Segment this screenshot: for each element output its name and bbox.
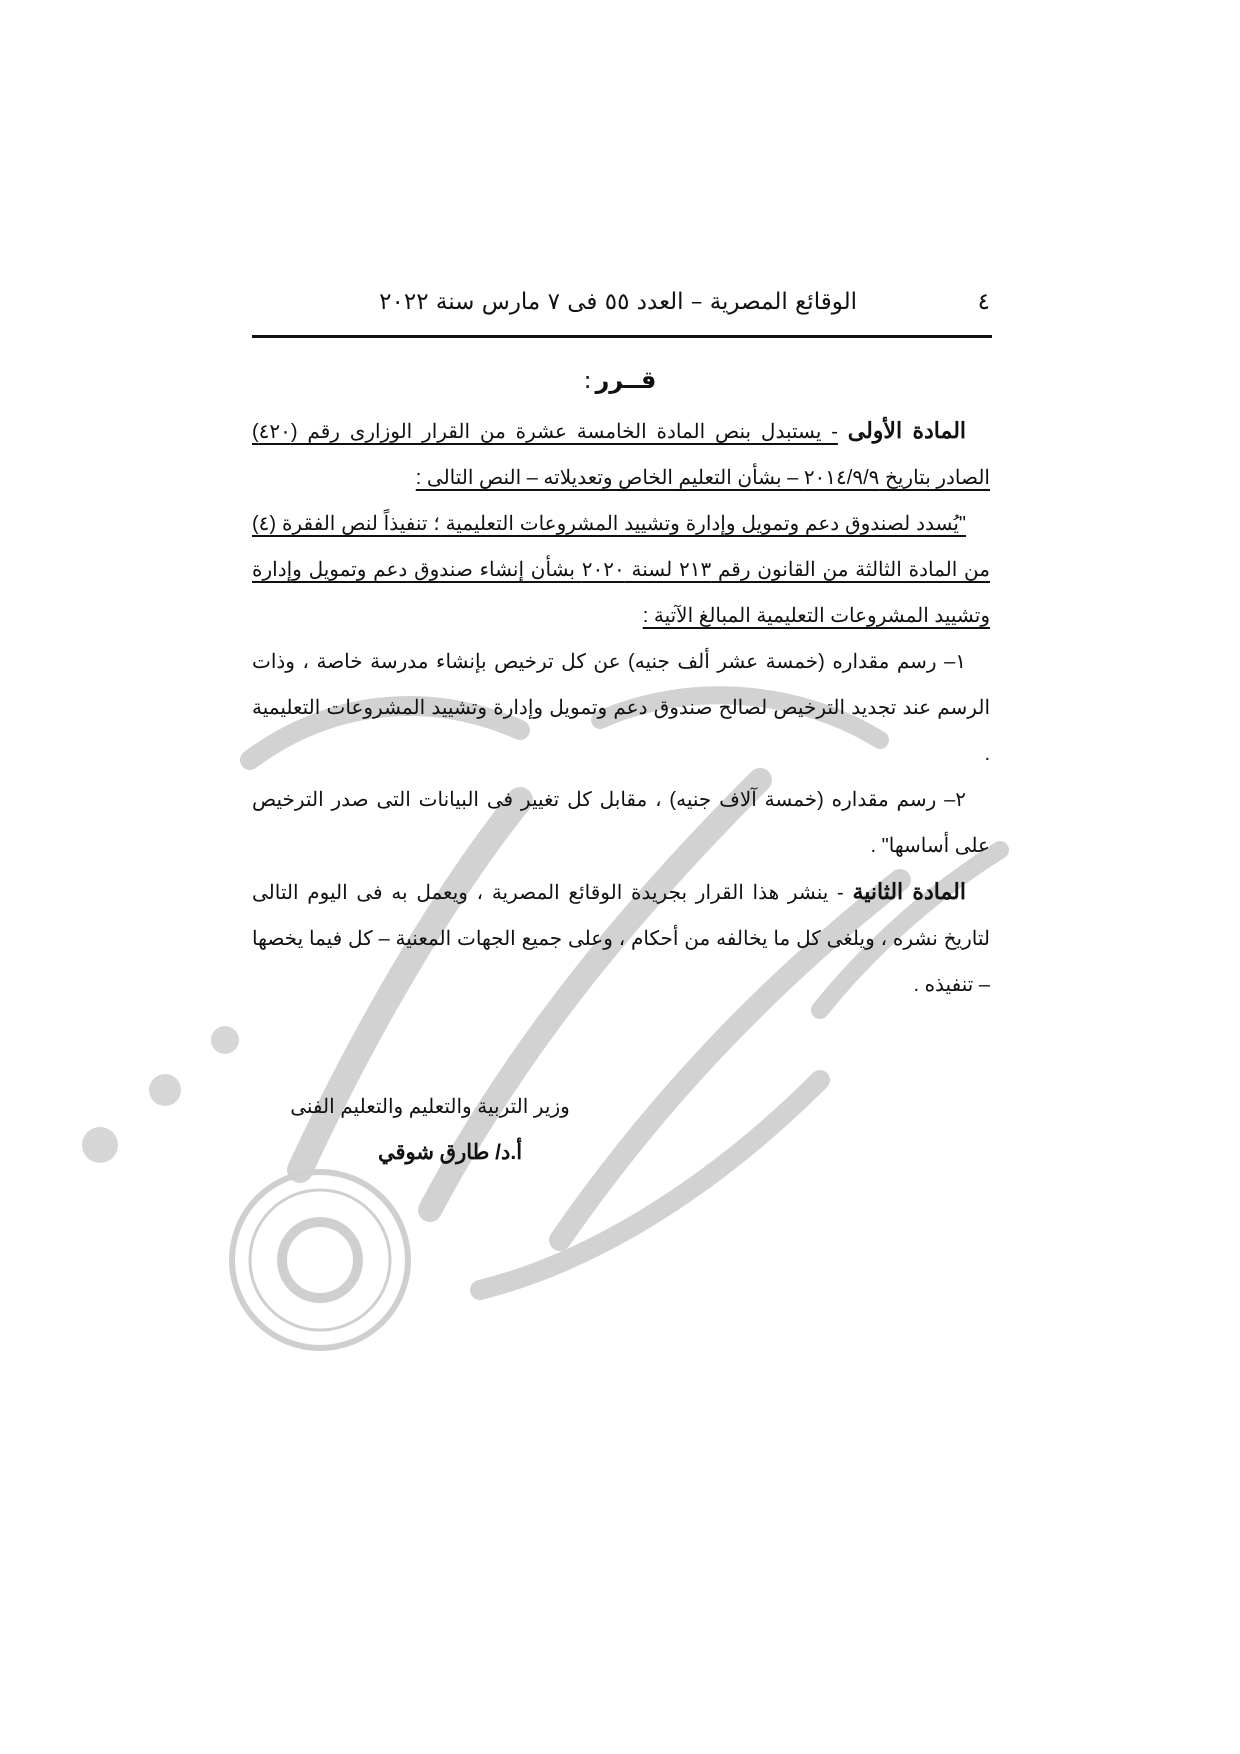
article-one-paragraph xyxy=(252,408,990,501)
minister-title: وزير التربية والتعليم والتعليم الفنى xyxy=(290,1096,570,1118)
gazette-header xyxy=(252,285,992,338)
article-one-label: المادة الأولى xyxy=(847,418,967,443)
article-one-quote xyxy=(252,501,990,639)
article-one-intro: - يستبدل بنص المادة الخامسة عشرة من القرار الوزارى رقم (٤٢٠) الصادر بتاريخ ٢٠١٤/٩/٩ – بشأن التعليم الخاص وتعديلاته – النص التالى : xyxy=(252,421,990,489)
decision-title-word: قــرر xyxy=(595,366,657,394)
article-one-quote-text: "يُسدد لصندوق دعم وتمويل وإدارة وتشييد المشروعات التعليمية ؛ تنفيذاً لنص الفقرة (٤) من المادة الثالثة من القانون رقم ٢١٣ لسنة ٢٠٢٠ بشأن إنشاء صندوق دعم وتمويل وإدارة وتشييد المشروعات التعليمية المبالغ الآتية : xyxy=(252,513,990,627)
minister-name: أ.د/ طارق شوقي xyxy=(377,1141,523,1164)
fee-clause-1: ١– رسم مقداره (خمسة عشر ألف جنيه) عن كل ترخيص بإنشاء مدرسة خاصة ، وذات الرسم عند تجديد الترخيص لصالح صندوق دعم وتمويل وإدارة وتشييد المشروعات التعليمية . xyxy=(252,651,990,765)
article-two-text: - ينشر هذا القرار بجريدة الوقائع المصرية ، ويعمل به فى اليوم التالى لتاريخ نشره ، ويلغى كل ما يخالفه من أحكام ، وعلى جميع الجهات المعنية – كل فيما يخصها – تنفيذه . xyxy=(252,882,990,996)
signature-block xyxy=(250,1088,610,1172)
decision-title-colon: : xyxy=(583,368,592,394)
decision-body xyxy=(252,408,990,1008)
page-number: ٤ xyxy=(977,289,990,315)
decision-title xyxy=(0,366,1240,394)
article-two-paragraph xyxy=(252,869,990,1008)
fee-clause-2: ٢– رسم مقداره (خمسة آلاف جنيه) ، مقابل كل تغيير فى البيانات التى صدر الترخيص على أساسها" . xyxy=(252,789,990,857)
article-two-label: المادة الثانية xyxy=(852,879,966,904)
gazette-issue-line: الوقائع المصرية – العدد ٥٥ فى ٧ مارس سنة ٢٠٢٢ xyxy=(379,289,857,315)
